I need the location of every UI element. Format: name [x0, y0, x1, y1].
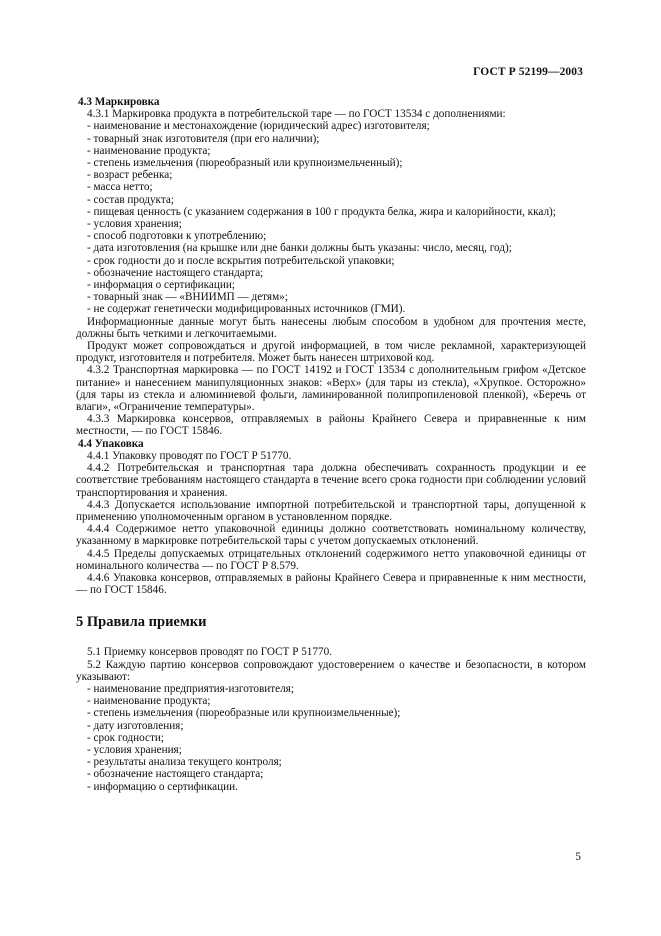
list-item: - срок годности до и после вскрытия потребительской упаковки; [87, 254, 395, 267]
list-item: - пищевая ценность (с указанием содержания в 100 г продукта белка, жира и калорийности, ккал); [87, 205, 556, 218]
document-id-header: ГОСТ Р 52199—2003 [473, 66, 583, 78]
list-item: - результаты анализа текущего контроля; [87, 756, 282, 769]
paragraph-4-3-3: 4.3.3 Маркировка консервов, отправляемых в районы Крайнего Севера и приравненные к ним местности, — по ГОСТ 15846. [76, 413, 586, 438]
list-item: - товарный знак изготовителя (при его наличии); [87, 132, 320, 145]
list-item: - степень измельчения (пюреобразные или крупноизмельченные); [87, 707, 401, 720]
list-item: - не содержат генетически модифицированных источников (ГМИ). [87, 303, 406, 316]
section-4-3-title: 4.3 Маркировка [78, 96, 160, 108]
list-item: - способ подготовки к употреблению; [87, 230, 267, 243]
paragraph-4-4-1: 4.4.1 Упаковку проводят по ГОСТ Р 51770. [87, 449, 292, 462]
paragraph-4-3-1: 4.3.1 Маркировка продукта в потребительской таре — по ГОСТ 13534 с дополнениями: [87, 108, 506, 121]
paragraph-4-3-2: 4.3.2 Транспортная маркировка — по ГОСТ 14192 и ГОСТ 13534 с дополнительным грифом «Детское питание» и нанесением манипуляционных знаков: «Верх» (для тары из стекла), «Хрупкое. Осторожно» (для тары из стекла и алюминиевой фольги, ламинированной полипропиленовой пленкой), «Беречь от влаги», «Ограничение температуры». [76, 364, 586, 414]
marking-list [76, 120, 586, 315]
page-content [76, 96, 586, 793]
paragraph-4-4-6: 4.4.6 Упаковка консервов, отправляемых в районы Крайнего Севера и приравненные к ним местности, — по ГОСТ 15846. [76, 571, 586, 597]
section-5-title: 5 Правила приемки [76, 614, 207, 631]
paragraph-4-4-2: 4.4.2 Потребительская и транспортная тара должна обеспечивать сохранность продукции и ее соответствие требованиям настоящего стандарта в течение всего срока годности при соблюдении условий транспортирования и хранения. [76, 462, 586, 499]
list-item: - условия хранения; [87, 218, 182, 231]
list-item: - масса нетто; [87, 181, 153, 194]
list-item: - состав продукта; [87, 193, 174, 206]
certificate-list [76, 683, 586, 793]
list-item: - обозначение настоящего стандарта; [87, 266, 264, 279]
list-item: - товарный знак — «ВНИИМП — детям»; [87, 291, 288, 304]
list-item: - возраст ребенка; [87, 169, 173, 182]
list-item: - наименование и местонахождение (юридический адрес) изготовителя; [87, 120, 430, 133]
list-item: - дату изготовления; [87, 719, 184, 732]
list-item: - наименование продукта; [87, 695, 211, 708]
paragraph-4-4-3: 4.4.3 Допускается использование импортной потребительской и транспортной тары, допущенной к применению уполномоченным органом в установленном порядке. [76, 498, 586, 523]
list-item: - степень измельчения (пюреобразный или крупноизмельченный); [87, 157, 403, 170]
paragraph-5-1: 5.1 Приемку консервов проводят по ГОСТ Р 51770. [87, 646, 332, 659]
list-item: - обозначение настоящего стандарта; [87, 768, 264, 781]
list-item: - срок годности; [87, 731, 164, 744]
list-item: - наименование продукта; [87, 144, 211, 157]
page-number: 5 [575, 851, 581, 863]
list-item: - информацию о сертификации. [87, 780, 238, 793]
list-item: - наименование предприятия-изготовителя; [87, 682, 294, 695]
section-4-4-title: 4.4 Упаковка [78, 437, 144, 450]
paragraph-info-data: Информационные данные могут быть нанесены любым способом в удобном для прочтения месте, должны быть четкими и легкочитаемыми. [76, 315, 586, 340]
list-item: - дата изготовления (на крышке или дне банки должны быть указаны: число, месяц, год); [87, 242, 512, 255]
paragraph-5-2: 5.2 Каждую партию консервов сопровождают удостоверением о качестве и безопасности, в котором указывают: [76, 658, 586, 683]
paragraph-4-4-4: 4.4.4 Содержимое нетто упаковочной единицы должно соответствовать номинальному количеству, указанному в маркировке потребительской тары с учетом допускаемых отклонений. [76, 523, 586, 548]
list-item: - информация о сертификации; [87, 279, 235, 292]
paragraph-other-info: Продукт может сопровождаться и другой информацией, в том числе рекламной, характеризующей продукт, изготовителя и потребителя. Может быть нанесен штриховой код. [76, 340, 586, 365]
list-item: - условия хранения; [87, 743, 182, 756]
paragraph-4-4-5: 4.4.5 Пределы допускаемых отрицательных отклонений содержимого нетто упаковочной единицы от номинального количества — по ГОСТ Р 8.579. [76, 547, 586, 572]
